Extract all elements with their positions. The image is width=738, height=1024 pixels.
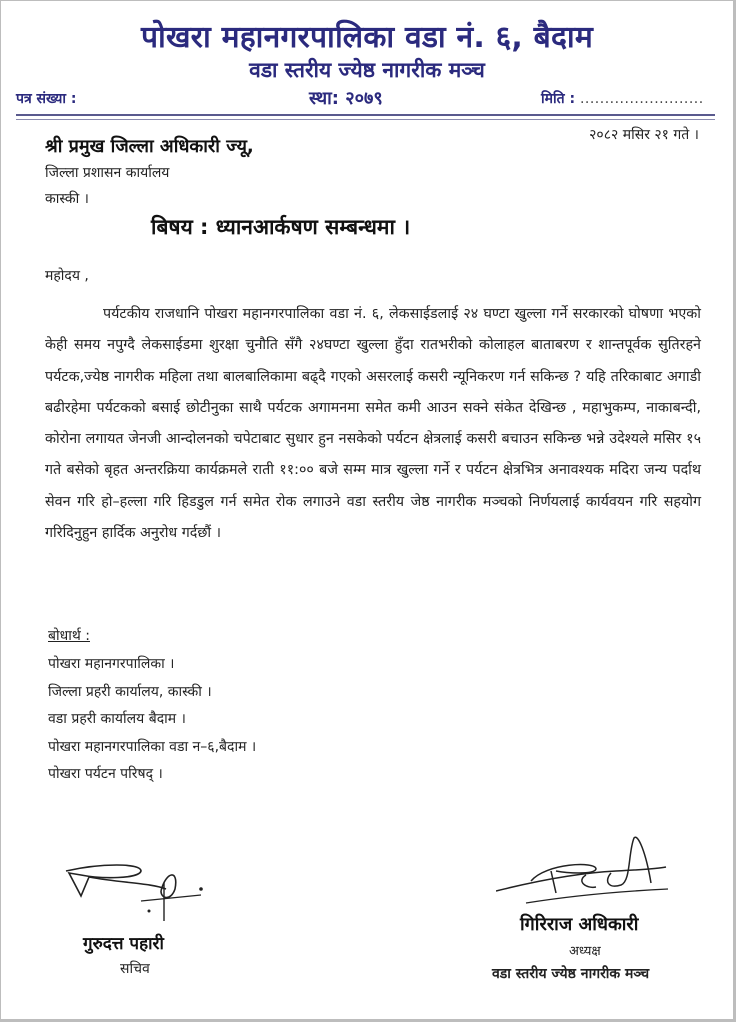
cc-item: पोखरा पर्यटन परिषद् । [48,766,163,783]
letter-subject: बिषय : ध्यानआर्कषण सम्बन्धमा । [151,215,411,239]
date-blank: ......................... [579,91,704,107]
chairperson-signature [496,833,671,913]
cc-item: पोखरा महानगरपालिका । [48,656,175,672]
letterhead-divider [16,114,715,120]
cc-heading: बोधार्थ : [48,628,90,644]
secretary-name: गुरुदत्त पहारी [83,934,164,954]
date-label: मिति : [541,91,576,107]
letter-date: २०८२ मसिर २१ गते । [589,127,699,143]
letterhead-subtitle: वडा स्तरीय ज्येष्ठ नागरीक मञ्च [249,58,485,82]
salutation: महोदय , [45,268,89,284]
secretary-role: सचिव [120,961,150,977]
cc-item: पोखरा महानगरपालिका वडा न–६,बैदाम । [48,738,257,755]
reference-number-label: पत्र संख्या : [16,91,77,107]
cc-item: जिल्ला प्रहरी कार्यालय, कास्की । [48,683,212,700]
chairperson-role: अध्यक्ष [569,944,601,959]
reference-number-field [16,89,76,108]
chairperson-name: गिरिराज अधिकारी [520,914,639,935]
secretary-signature [61,861,221,936]
recipient-district: कास्की । [45,191,89,207]
established-year: स्था: २०७९ [309,88,383,109]
date-field [541,89,704,108]
cc-list [48,651,256,789]
recipient-office: जिल्ला प्रशासन कार्यालय [45,165,170,181]
letterhead-title: पोखरा महानगरपालिका वडा नं. ६, बैदाम [140,20,594,55]
recipient-title: श्री प्रमुख जिल्ला अधिकारी ज्यू, [45,136,254,157]
chairperson-organization: वडा स्तरीय ज्येष्ठ नागरीक मञ्च [492,966,650,982]
letter-body: पर्यटकीय राजधानि पोखरा महानगरपालिका वडा नं. ६, लेकसाईडलाई २४ घण्टा खुल्ला गर्ने सरकारको घोषणा भएको केही समय नपुग्दै लेकसाईडमा शुरक्षा चुनौति सँगै २४घण्टा खुल्ला हुँदा रातभरीको कोलाहल बाताबरण र शान्तपूर्वक सुतिरहने पर्यटक,ज्येष्ठ नागरीक महिला तथा बालबालिकामा बढ्दै गएको असरलाई कसरी न्यूनिकरण गर्न सकिन्छ ? यहि तरिकाबाट अगाडी बढीरहेमा पर्यटकको बसाई छोटीनुका साथै पर्यटक अगामनमा समेत कमी आउन सक्ने संकेत देखिन्छ , महाभुकम्प, नाकाबन्दी, कोरोना लगायत जेनजी आन्दोलनको चपेटाबाट सुधार हुन नसकेको पर्यटन क्षेत्रलाई कसरी बचाउन सकिन्छ भन्ने उदेश्यले मसिर १५ गते बसेको बृहत अन्तरक्रिया कार्यक्रमले राती ११:०० बजे सम्म मात्र खुल्ला गर्ने र पर्यटन क्षेत्रभित्र अनावश्यक मदिरा जन्य पर्दाथ सेवन गरि हो–हल्ला गरि हिडडुल गर्न समेत रोक लगाउने वडा स्तरीय जेष्ठ नागरीक मञ्चको निर्णयलाई कार्यवयन गरि सहयोग गरिदिनुहुन हार्दिक अनुरोध गर्दछौं । [45,306,701,542]
cc-item: वडा प्रहरी कार्यालय बैदाम । [48,711,186,728]
